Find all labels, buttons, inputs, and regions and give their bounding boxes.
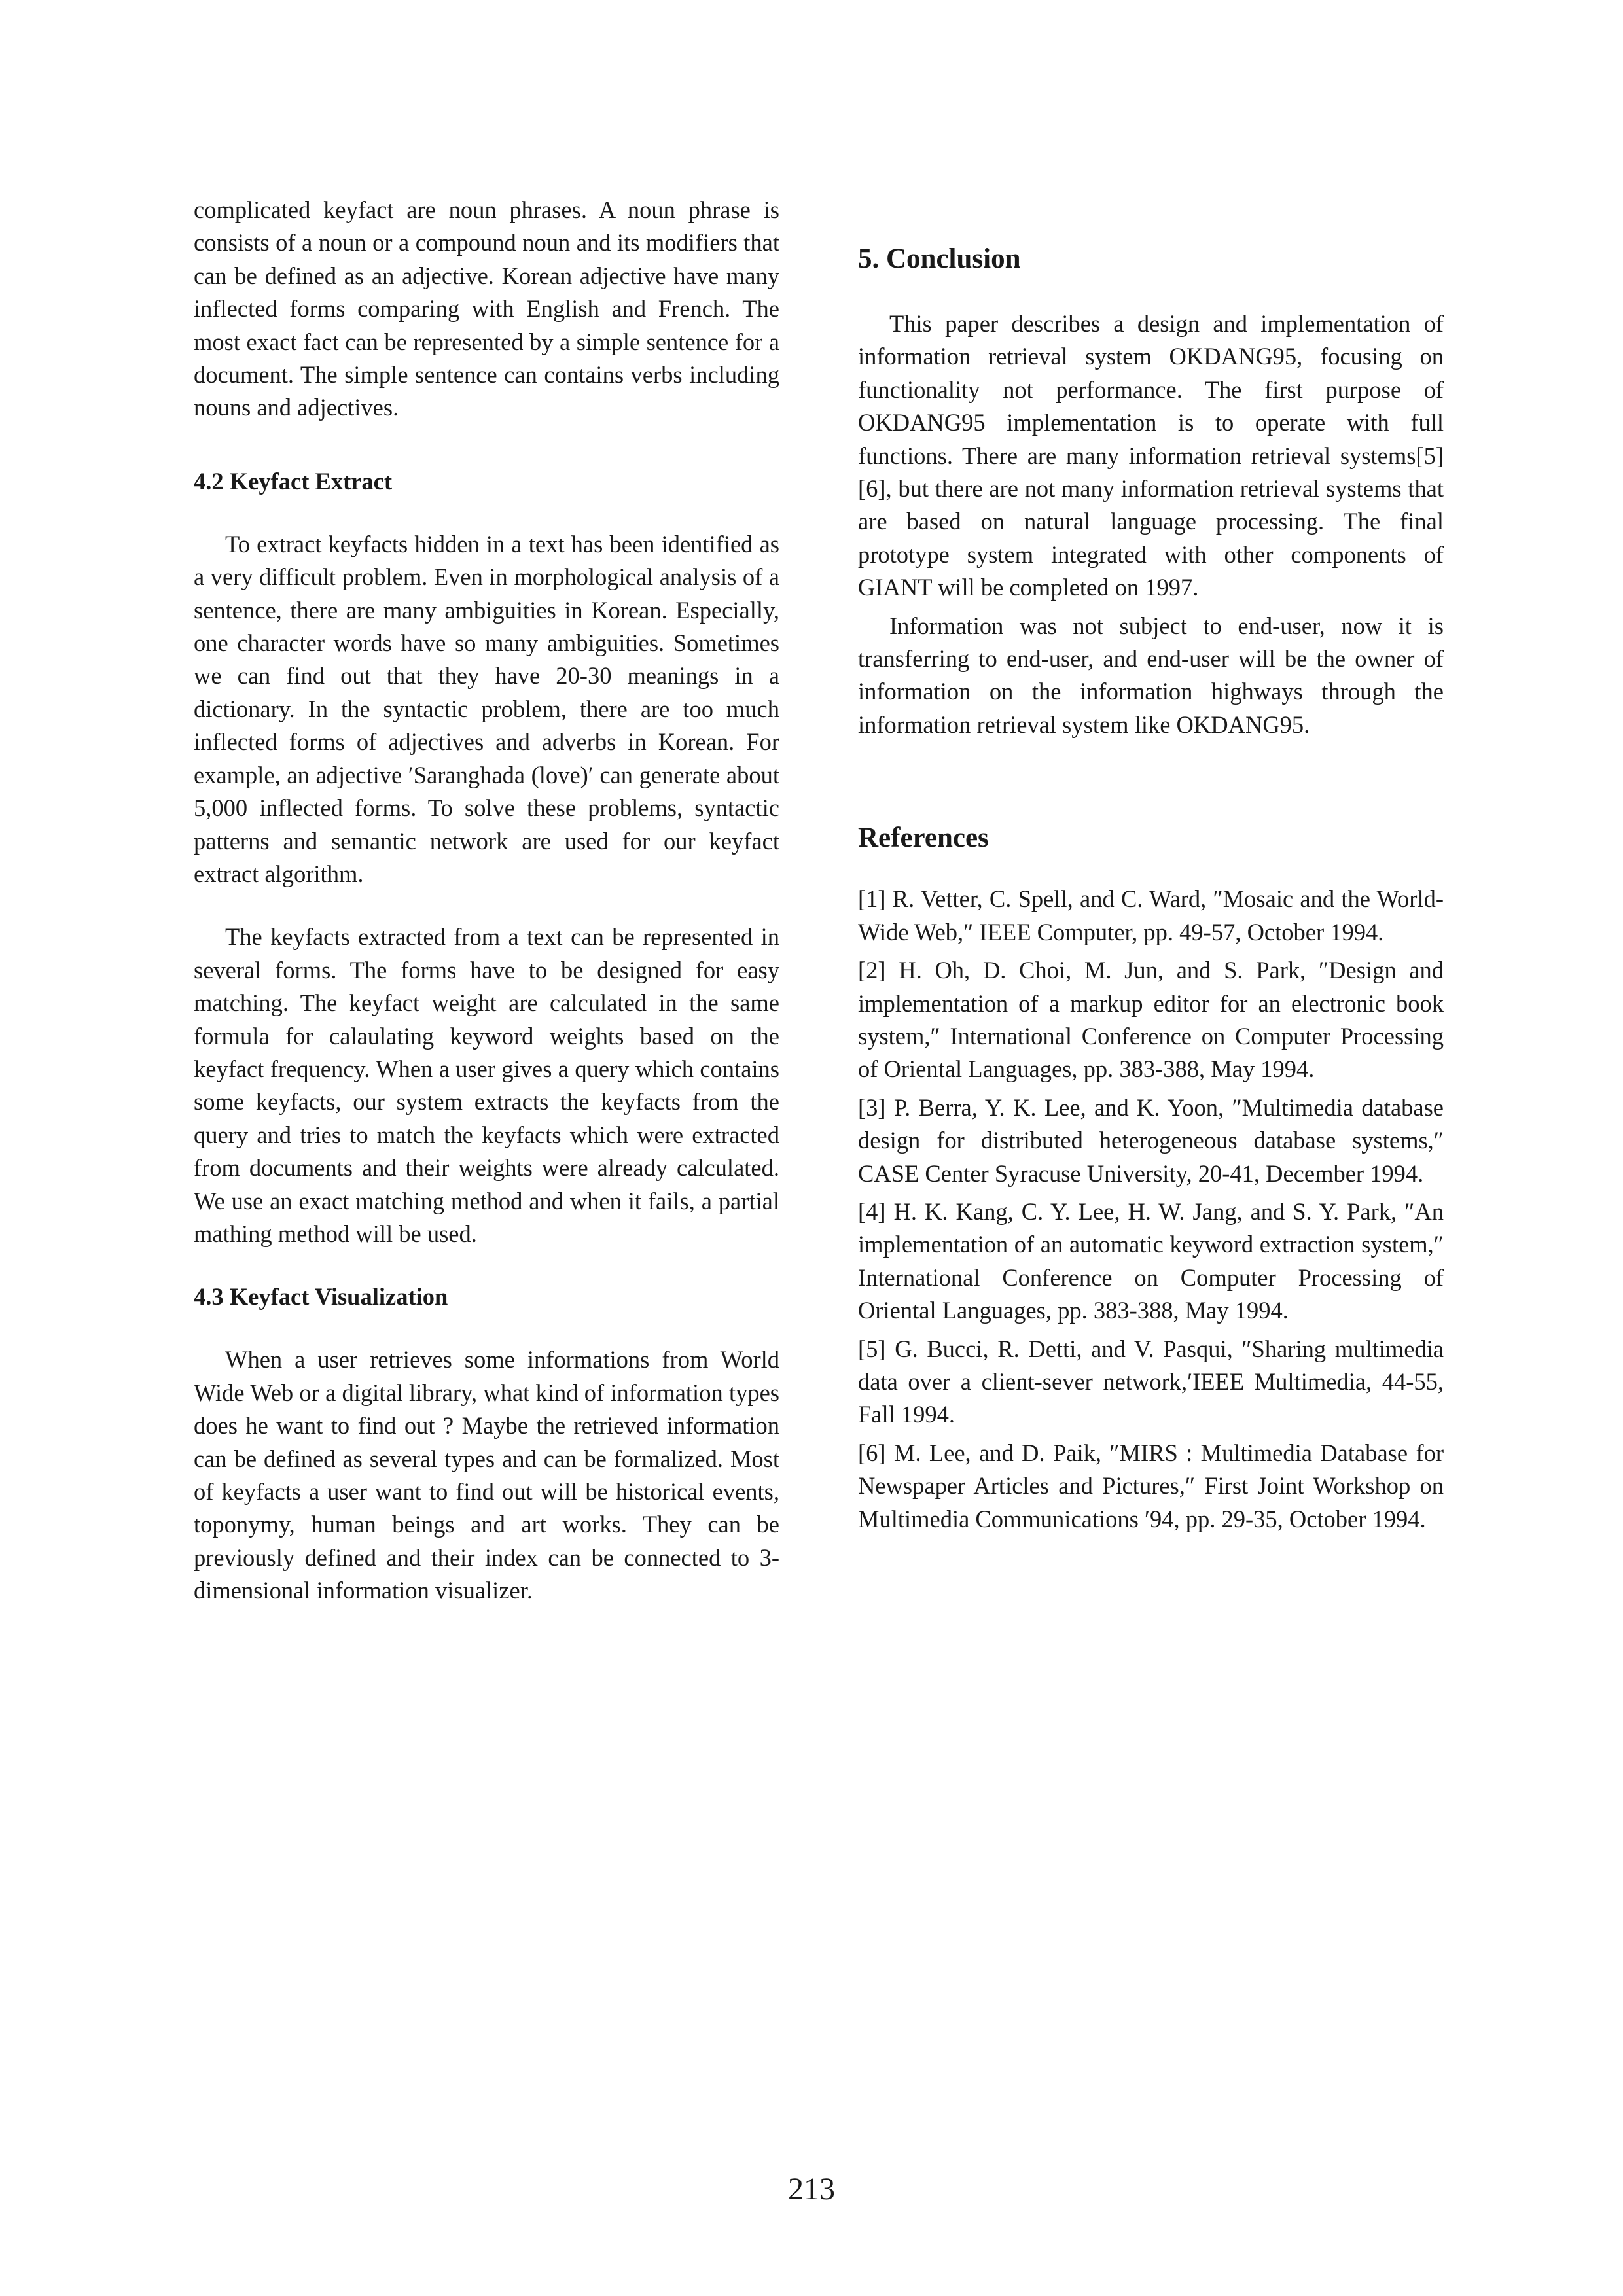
- section-4-3-heading: 4.3 Keyfact Visualization: [194, 1283, 448, 1311]
- conclusion-paragraph-2: Information was not subject to end-user, now it is transferring to end-user, and end-user will be the owner of information on the information highways through the information retrieval system like OKDANG95.: [858, 612, 1444, 738]
- intro-paragraph: complicated keyfact are noun phrases. A noun phrase is consists of a noun or a compound noun and its modifiers that can be defined as an adjective. Korean adjective have many inflected forms comparing with English and French. The most exact fact can be represented by a simple sentence for a document. The simple sentence can contains verbs including nouns and adjectives.: [194, 196, 779, 421]
- right-column: [858, 241, 1444, 1536]
- references-heading: References: [858, 822, 989, 854]
- section-4-2-paragraph-1: To extract keyfacts hidden in a text has been identified as a very difficult problem. Even in morphological analysis of a sentence, there are many ambiguities in Korean. Especially, one character words have so many ambiguities. Sometimes we can find out that they have 20-30 meanings in a dictionary. In the syntactic problem, there are too much inflected forms of adjectives and adverbs in Korean. For example, an adjective ′Saranghada (love)′ can generate about 5,000 inflected forms. To solve these problems, syntactic patterns and semantic network are used for our keyfact extract algorithm.: [194, 530, 779, 887]
- section-5-heading: 5. Conclusion: [858, 243, 1021, 274]
- conclusion-paragraph-1: This paper describes a design and implementation of information retrieval system OKDANG95, focusing on functionality not performance. The first purpose of OKDANG95 implementation is to operate with full functions. There are many information retrieval systems[5][6], but there are not many information retrieval systems that are based on natural language processing. The final prototype system integrated with other components of GIANT will be completed on 1997.: [858, 310, 1444, 601]
- references-list: [858, 883, 1444, 1536]
- reference-item: [1] R. Vetter, C. Spell, and C. Ward, ″Mosaic and the World-Wide Web,″ IEEE Computer, pp. 49-57, October 1994.: [858, 885, 1444, 945]
- reference-item: [5] G. Bucci, R. Detti, and V. Pasqui, ″Sharing multimedia data over a client-sever network,′IEEE Multimedia, 44-55, Fall 1994.: [858, 1335, 1444, 1428]
- reference-item: [6] M. Lee, and D. Paik, ″MIRS : Multimedia Database for Newspaper Articles and Pictures,″ First Joint Workshop on Multimedia Communications ′94, pp. 29-35, October 1994.: [858, 1439, 1444, 1532]
- left-column: [194, 194, 779, 1608]
- section-4-2-heading: 4.2 Keyfact Extract: [194, 467, 393, 495]
- reference-item: [4] H. K. Kang, C. Y. Lee, H. W. Jang, and S. Y. Park, ″An implementation of an automatic keyword extraction system,″ International Conference on Computer Processing of Oriental Languages, pp. 383-388, May 1994.: [858, 1197, 1444, 1324]
- section-4-2-paragraph-2: The keyfacts extracted from a text can be represented in several forms. The forms have to be designed for easy matching. The keyfact weight are calculated in the same formula for calaulating keyword weights based on the keyfact frequency. When a user gives a query which contains some keyfacts, our system extracts the keyfacts from the query and tries to match the keyfacts which were extracted from documents and their weights were already calculated. We use an exact matching method and when it fails, a partial mathing method will be used.: [194, 923, 779, 1247]
- page-number: 213: [788, 2172, 835, 2206]
- reference-item: [2] H. Oh, D. Choi, M. Jun, and S. Park, ″Design and implementation of a markup editor for an electronic book system,″ International Conference on Computer Processing of Oriental Languages, pp. 383-388, May 1994.: [858, 957, 1444, 1083]
- section-4-3-paragraph-1: When a user retrieves some informations from World Wide Web or a digital library, what kind of information types does he want to find out ? Maybe the retrieved information can be defined as several types and can be formalized. Most of keyfacts a user want to find out will be historical events, toponymy, human beings and art works. They can be previously defined and their index can be connected to 3-dimensional information visualizer.: [194, 1346, 779, 1604]
- reference-item: [3] P. Berra, Y. K. Lee, and K. Yoon, ″Multimedia database design for distributed heterogeneous database systems,″ CASE Center Syracuse University, 20-41, December 1994.: [858, 1093, 1444, 1187]
